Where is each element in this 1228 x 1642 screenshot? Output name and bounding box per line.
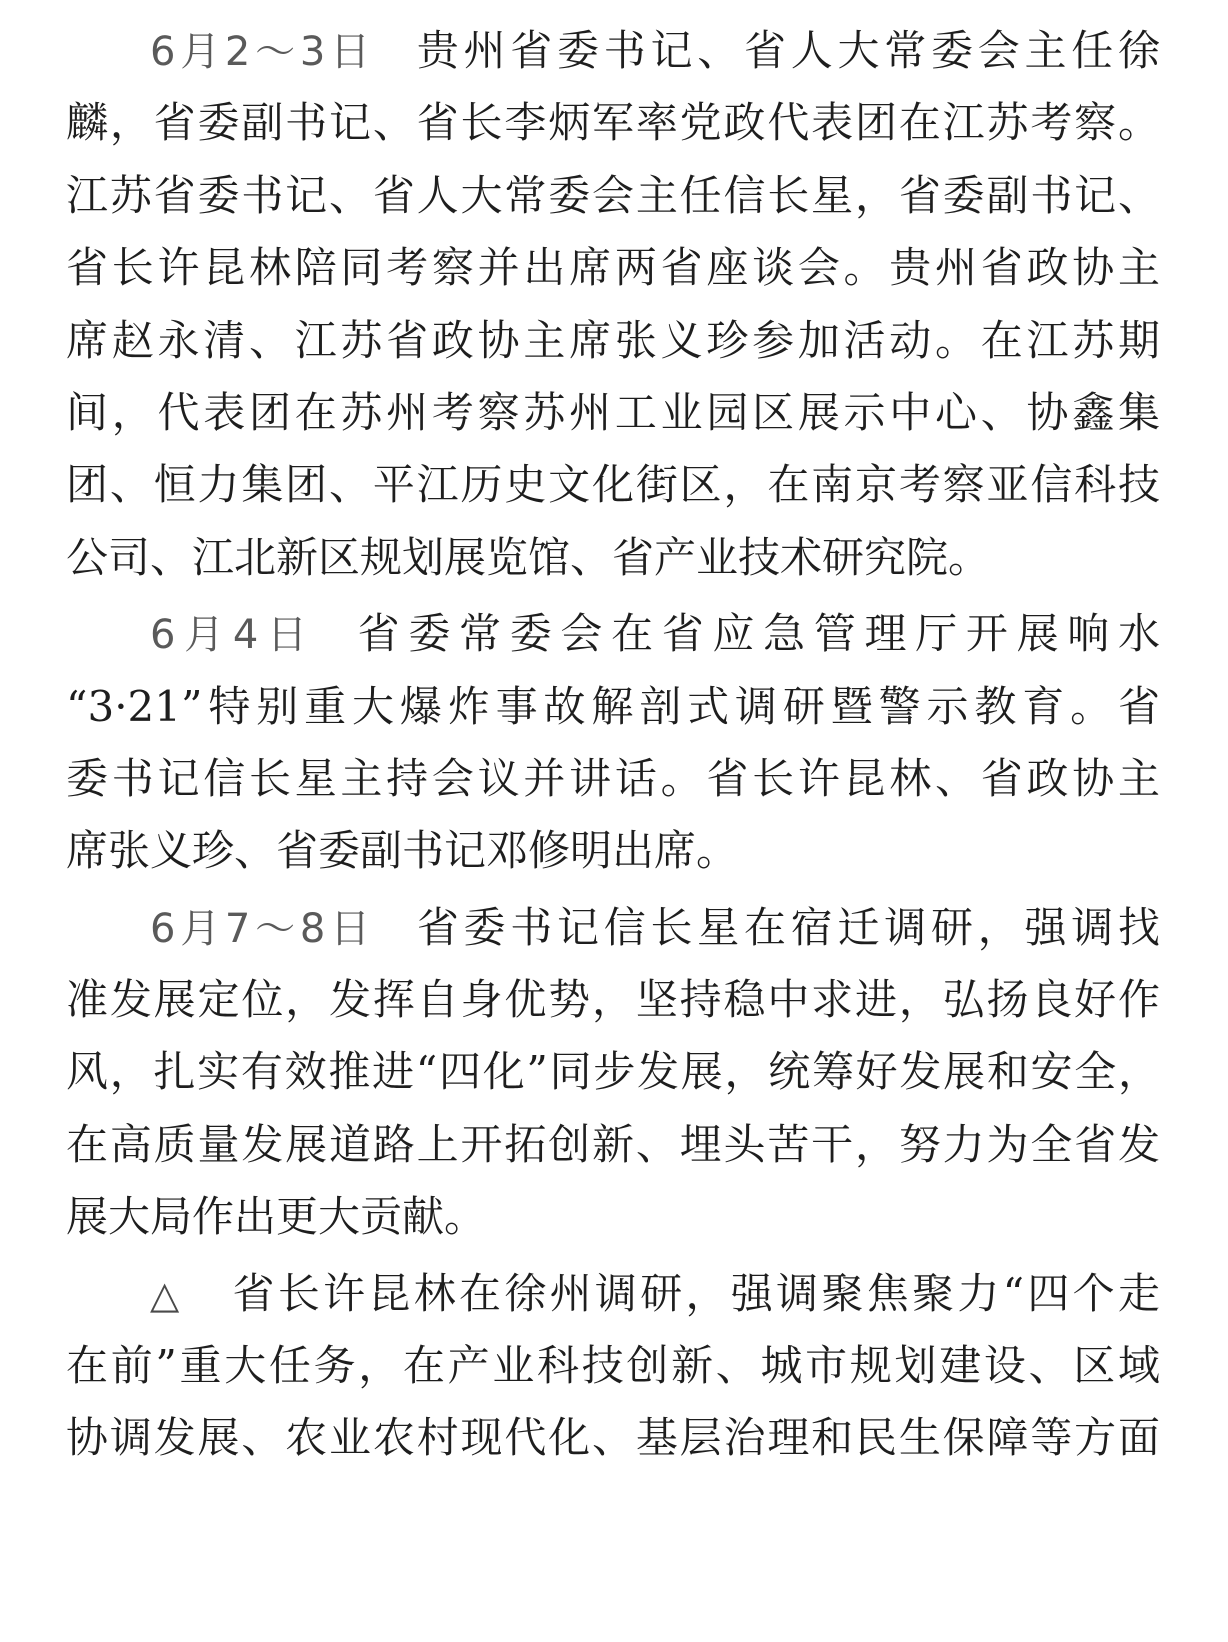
entry-text-line: 省委常委会在省应急管理厅开展响水 [357, 609, 1160, 659]
entry-date: 6月2～3日 [150, 29, 375, 75]
entry-text-line: 展大局作出更大贡献。 [66, 1192, 487, 1242]
entry-first-line [66, 598, 1160, 670]
entry-text-line: 江苏省委书记、省人大常委会主任信长星，省委副书记、 [66, 170, 1160, 220]
entry-text-line: 省长许昆林陪同考察并出席两省座谈会。贵州省政协主 [66, 243, 1160, 293]
chronicle-entry [66, 1258, 1160, 1475]
entry-text-line: 省委书记信长星在宿迁调研，强调找 [416, 902, 1160, 952]
entry-text-line: 席张义珍、省委副书记邓修明出席。 [66, 826, 739, 876]
triangle-marker-icon: △ [150, 1272, 183, 1317]
entry-text-line: 风，扎实有效推进“四化”同步发展，统筹好发展和安全， [66, 1047, 1160, 1097]
entry-first-line [66, 1258, 1160, 1330]
chronicle-entry [66, 15, 1160, 594]
entry-date: 6月7～8日 [150, 905, 375, 952]
entry-text-line: 公司、江北新区规划展览馆、省产业技术研究院。 [66, 532, 991, 582]
chronicle-entry [66, 892, 1160, 1254]
entry-text-line: 贵州省委书记、省人大常委会主任徐 [416, 26, 1160, 75]
chronicle-entry [66, 598, 1160, 888]
entry-first-line [66, 15, 1160, 87]
entry-text-line: 在前”重大任务，在产业科技创新、城市规划建设、区域 [66, 1341, 1160, 1391]
entry-text-line: 在高质量发展道路上开拓创新、埋头苦干，努力为全省发 [66, 1119, 1160, 1169]
document-page [66, 15, 1160, 1475]
entry-text-line: 委书记信长星主持会议并讲话。省长许昆林、省政协主 [66, 753, 1160, 803]
entry-date: 6月4日 [150, 612, 316, 659]
entry-text-line: 准发展定位，发挥自身优势，坚持稳中求进，弘扬良好作 [66, 975, 1160, 1025]
entry-text-line: 间，代表团在苏州考察苏州工业园区展示中心、协鑫集 [66, 387, 1160, 437]
entry-text-line: 协调发展、农业农村现代化、基层治理和民生保障等方面 [66, 1413, 1160, 1463]
entry-text-line: 席赵永清、江苏省政协主席张义珍参加活动。在江苏期 [66, 315, 1160, 365]
entry-text-line: 麟，省委副书记、省长李炳军率党政代表团在江苏考察。 [66, 98, 1160, 148]
entry-text-line: 团、恒力集团、平江历史文化街区，在南京考察亚信科技 [66, 460, 1160, 510]
entry-first-line [66, 892, 1160, 964]
entry-text-line: 省长许昆林在徐州调研，强调聚焦聚力“四个走 [232, 1268, 1160, 1318]
entry-text-line: “3·21”特别重大爆炸事故解剖式调研暨警示教育。省 [66, 681, 1160, 731]
